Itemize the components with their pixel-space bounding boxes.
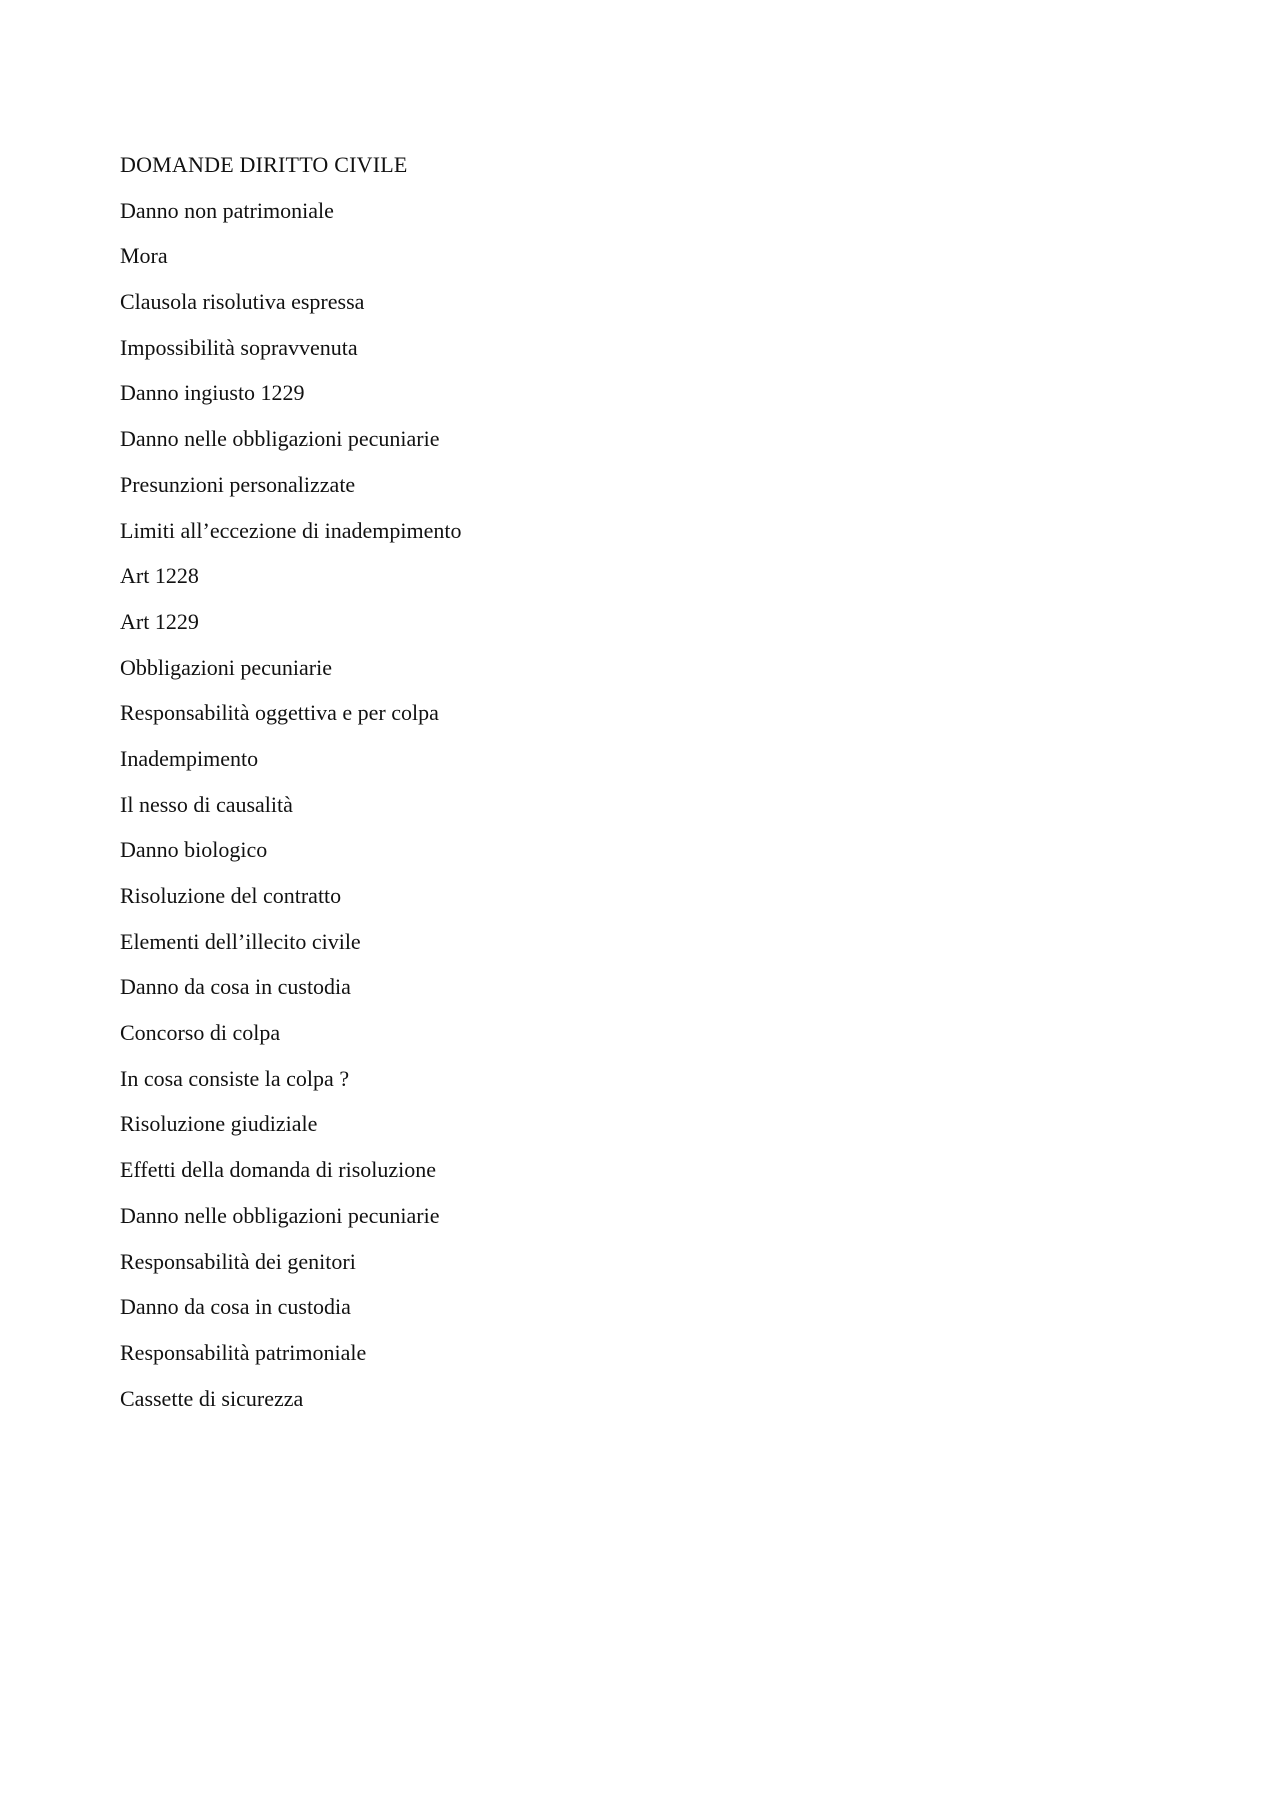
question-item: Mora <box>120 243 168 269</box>
document-title: DOMANDE DIRITTO CIVILE <box>120 152 408 177</box>
question-item: Inadempimento <box>120 745 259 771</box>
question-item: Risoluzione del contratto <box>120 883 342 908</box>
question-item: Danno da cosa in custodia <box>120 1294 351 1320</box>
question-item: Concorso di colpa <box>120 1020 281 1046</box>
question-list <box>120 178 1160 1412</box>
question-item: Danno ingiusto 1229 <box>120 380 305 406</box>
question-item: Art 1228 <box>120 563 199 589</box>
question-item: Danno nelle obbligazioni pecuniarie <box>120 426 440 452</box>
question-item: Il nesso di causalità <box>120 791 293 817</box>
question-item: Impossibilità sopravvenuta <box>120 334 358 360</box>
question-item: Danno biologico <box>120 837 268 863</box>
question-item: Effetti della domanda di risoluzione <box>120 1157 437 1183</box>
question-item: Responsabilità patrimoniale <box>120 1339 367 1365</box>
question-item: Responsabilità oggettiva e per colpa <box>120 700 439 726</box>
question-item: Danno da cosa in custodia <box>120 974 351 1000</box>
question-item: Art 1229 <box>120 608 199 634</box>
question-item: Risoluzione giudiziale <box>120 1111 318 1137</box>
question-item: In cosa consiste la colpa ? <box>120 1065 350 1091</box>
question-item: Presunzioni personalizzate <box>120 471 356 497</box>
document-content <box>120 151 1160 1412</box>
question-item: Cassette di sicurezza <box>120 1385 304 1411</box>
question-item: Clausola risolutiva espressa <box>120 289 365 315</box>
question-item: Danno non patrimoniale <box>120 197 334 223</box>
question-item: Responsabilità dei genitori <box>120 1248 356 1274</box>
question-item: Limiti all’eccezione di inadempimento <box>120 517 462 543</box>
question-item: Elementi dell’illecito civile <box>120 928 361 954</box>
question-item: Danno nelle obbligazioni pecuniarie <box>120 1202 440 1228</box>
question-item: Obbligazioni pecuniarie <box>120 654 332 680</box>
